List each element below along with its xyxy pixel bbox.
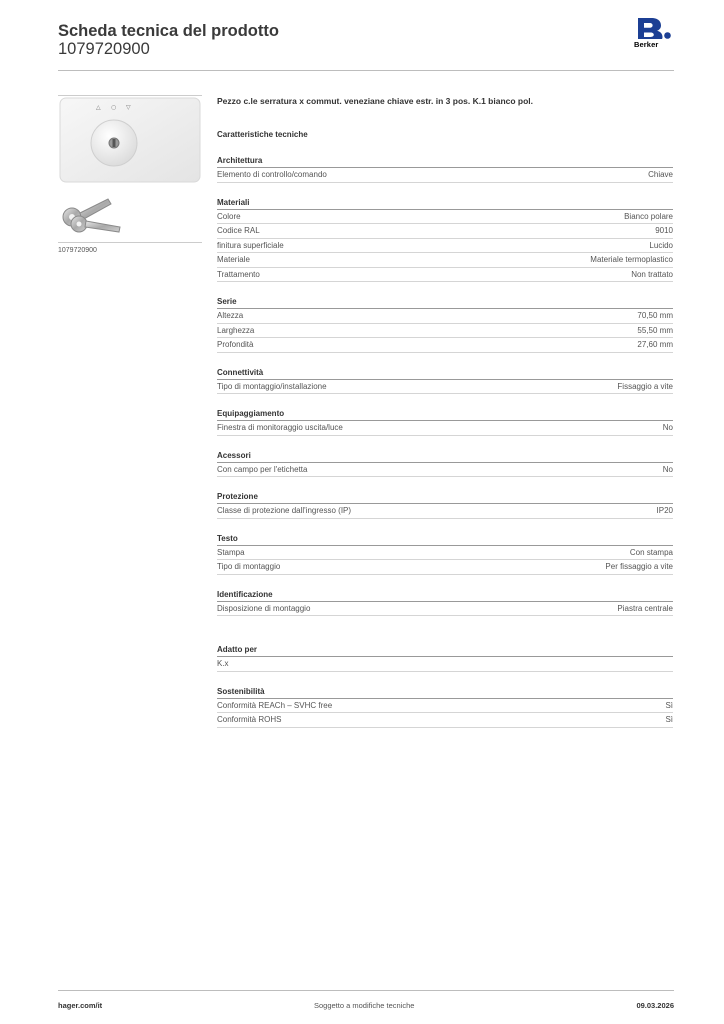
section-protezione [217,491,673,519]
spec-value: Sì [665,700,673,710]
page-footer [58,990,674,1021]
spec-label: Stampa [217,547,245,557]
svg-text:△: △ [96,104,101,111]
spec-label: Codice RAL [217,226,260,235]
spec-label: Classe di protezione dall'ingresso (IP) [217,506,352,515]
product-description: Pezzo c.le serratura x commut. veneziane chiave estr. in 3 pos. K.1 bianco pol. [217,96,534,106]
spec-label: Larghezza [217,325,255,335]
spec-row [217,268,673,283]
page-header [58,20,674,71]
section-title: Materiali [217,197,673,210]
spec-value: Materiale termoplastico [590,255,673,264]
section-identificazione [217,589,673,617]
spec-value: Per fissaggio a vite [605,562,673,571]
section-testo [217,533,673,575]
svg-text:○: ○ [111,104,117,111]
footer-date: 09.03.2026 [636,1001,674,1010]
section-accessori [217,450,673,478]
keys-icon [63,199,120,232]
spec-label: Finestra di monitoraggio uscita/luce [217,423,343,432]
spec-label: Colore [217,211,241,221]
spec-value: Chiave [648,170,673,179]
characteristics-title: Caratteristiche tecniche [217,130,308,139]
spec-label: finitura superficiale [217,240,284,250]
spec-row [217,602,673,617]
spec-value: Lucido [649,240,673,250]
section-title: Identificazione [217,589,673,602]
spec-row [217,421,673,436]
spec-label: Elemento di controllo/comando [217,170,327,179]
spec-row [217,546,673,561]
footer-disclaimer: Soggetto a modifiche tecniche [314,1001,415,1010]
spec-row [217,560,673,575]
section-title: Connettività [217,367,673,380]
section-title: Architettura [217,155,673,168]
spec-row [217,309,673,324]
section-title: Equipaggiamento [217,408,673,421]
section-sostenibilita [217,686,673,728]
spec-row [217,713,673,728]
spec-row [217,463,673,478]
spec-row [217,699,673,714]
page-title: Scheda tecnica del prodotto [58,22,279,40]
spec-value: 9010 [655,226,673,235]
spec-row [217,239,673,254]
section-architettura [217,155,673,183]
spec-label: Conformità REACh – SVHC free [217,700,333,710]
spec-value: 27,60 mm [637,340,673,349]
spec-value: IP20 [656,506,673,515]
section-title: Protezione [217,491,673,504]
section-title: Adatto per [217,644,673,657]
spec-label: Profondità [217,340,254,349]
spec-value: No [662,423,673,432]
spec-label: K.x [217,659,229,668]
spec-value: 70,50 mm [637,311,673,320]
image-caption: 1079720900 [58,247,97,254]
spec-label: Tipo di montaggio/installazione [217,381,327,391]
spec-row [217,657,673,672]
spec-value: No [662,464,673,474]
spec-value: Piastra centrale [617,603,673,613]
spec-row [217,168,673,183]
section-connettivita [217,367,673,395]
spec-value: Non trattato [631,269,673,279]
spec-value: Bianco polare [624,211,673,221]
product-code: 1079720900 [58,40,150,58]
spec-value: Con stampa [629,547,673,557]
spec-row [217,380,673,395]
spec-content [217,96,673,728]
spec-row [217,504,673,519]
section-title: Sostenibilità [217,686,673,699]
spec-row [217,324,673,339]
section-serie [217,296,673,353]
spec-row [217,253,673,268]
section-materiali [217,197,673,283]
product-image [58,95,202,243]
spec-row [217,210,673,225]
product-photo [58,96,202,242]
section-title: Testo [217,533,673,546]
spec-label: Altezza [217,311,244,320]
spec-label: Materiale [217,255,250,264]
spec-label: Tipo di montaggio [217,562,281,571]
spec-value: Fissaggio a vite [617,381,673,391]
berker-logo [634,18,674,52]
section-title: Serie [217,296,673,309]
spec-label: Disposizione di montaggio [217,603,311,613]
logo-text: Berker [634,40,659,49]
spec-label: Con campo per l'etichetta [217,464,308,474]
spec-row [217,224,673,239]
svg-text:▽: ▽ [126,104,131,111]
section-title: Acessori [217,450,673,463]
section-equipaggiamento [217,408,673,436]
spec-value: Sì [665,715,673,724]
spec-value: 55,50 mm [637,325,673,335]
spec-row [217,338,673,353]
spec-label: Conformità ROHS [217,715,282,724]
spec-label: Trattamento [217,269,260,279]
footer-website: hager.com/it [58,1001,103,1010]
product-image-column [58,95,202,254]
section-adatto-per [217,644,673,672]
